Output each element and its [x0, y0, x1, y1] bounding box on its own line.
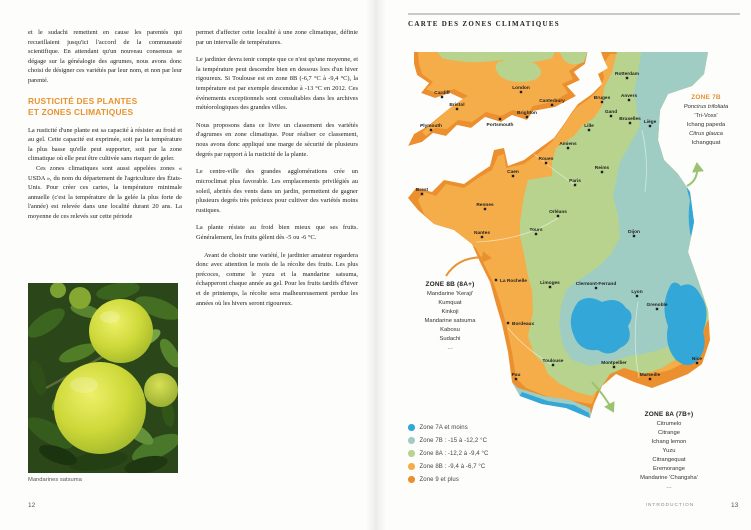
- body-paragraph: Ces zones climatiques sont aussi appelées zones « USDA », du nom du département de l'agriculture des États-Unis. Pour créer ces cartes, la température minimale annuelle (c'est la température de la gelée la plus forte de l'année) est relevée dans une localité durant 20 ans. La moyenne de ces relevés sur cette période: [28, 164, 182, 220]
- city-label: Portsmouth: [486, 123, 514, 128]
- city-label: Limoges: [540, 280, 560, 286]
- city-label: London: [512, 85, 530, 91]
- city-marker: [649, 378, 651, 380]
- city-marker: [613, 366, 615, 368]
- city-marker: [610, 115, 612, 117]
- city-label: Bordeaux: [512, 321, 535, 327]
- section-heading-line2: ET ZONES CLIMATIQUES: [28, 106, 134, 117]
- body-paragraph: Avant de choisir une variété, le jardinier amateur regardera donc avec attention le mois de la récolte des fruits. Les plus précoces, comme le yuzu et la mandarine satsuma, échapperont chaque année au gel. Pour les fruits tardifs d'hiver et de printemps, la récolte sera malheureusement perdue les années où les hivers seront rigoureux.: [196, 251, 358, 307]
- city-label: Anvers: [620, 93, 638, 99]
- city-marker: [636, 295, 638, 297]
- body-paragraph: Nous proposons dans ce livre un classement des variétés d'agrumes en zone climatique. Pour réaliser ce classement, nous avons donc appliqué une marge de sécurité de plusieurs degrés par rapport à la rusticité de la plante.: [196, 121, 358, 158]
- photo-caption: Mandarines satsuma: [28, 477, 82, 483]
- city-label: Brighton: [517, 110, 537, 116]
- section-heading-line1: RUSTICITÉ DES PLANTES: [28, 95, 138, 106]
- zone8a-title: ZONE 8A (7B+): [644, 411, 694, 418]
- city-marker: [520, 91, 522, 93]
- city-label: Nantes: [474, 230, 490, 236]
- legend-label: Zone 8B : -9,4 à -6,7 °C: [419, 463, 486, 470]
- satsuma-fruit-large: [54, 362, 146, 454]
- callout-variety-item: Citrangequat: [652, 456, 686, 463]
- city-marker: [633, 235, 635, 237]
- city-label: Plymouth: [420, 123, 442, 129]
- city-label: La Rochelle: [500, 278, 527, 284]
- small-fruit: [144, 373, 178, 407]
- header-rule: [408, 13, 740, 15]
- city-marker: [535, 233, 537, 235]
- city-marker: [696, 362, 698, 364]
- zone8a-callout: [606, 411, 732, 492]
- legend-color-dot: [408, 476, 415, 483]
- body-paragraph: et le sudachi remettent en cause les parentés qui recueillaient jusqu'ici l'accord de la communauté scientifique. En attendant qu'un nouveau consensus se dégage sur la généalogie des agrumes, nous avons donc choisi de désigner ces variétés par leur nom, et non par leur parenté.: [28, 29, 182, 85]
- city-label: Dijon: [628, 229, 640, 235]
- city-marker: [626, 77, 628, 79]
- city-marker: [567, 147, 569, 149]
- callout-variety-item: Poncirus trifoliata: [683, 104, 729, 110]
- city-label: Gand: [604, 109, 618, 115]
- page-gutter: [366, 0, 386, 530]
- zone7b-callout: [658, 94, 751, 148]
- city-marker: [456, 108, 458, 110]
- city-marker: [441, 96, 443, 98]
- city-marker: [552, 364, 554, 366]
- map-title: CARTE DES ZONES CLIMATIQUES: [408, 20, 561, 28]
- callout-variety-item: Sudachi: [439, 335, 461, 342]
- city-marker: [545, 162, 547, 164]
- city-label: Pau: [511, 372, 521, 378]
- section-heading: [28, 96, 182, 118]
- city-label: Rotterdam: [615, 71, 639, 77]
- page-number-left: 12: [28, 502, 36, 509]
- callout-variety-item: Ichangquat: [691, 139, 721, 146]
- city-label: Amiens: [559, 141, 577, 147]
- city-label: Nice: [691, 356, 703, 362]
- city-label: Bristol: [449, 102, 465, 108]
- callout-variety-item: 'Tri-Voss': [694, 112, 718, 119]
- satsuma-fruit-top: [89, 299, 153, 363]
- zone8b-callout: [398, 281, 502, 353]
- legend-color-dot: [408, 463, 415, 470]
- city-label: Lille: [584, 123, 594, 129]
- small-green-fruit: [69, 287, 91, 309]
- legend-row: [408, 473, 488, 486]
- middle-column: [196, 28, 358, 316]
- legend-label: Zone 7A et moins: [419, 424, 468, 431]
- zone7b-arrow: [687, 164, 697, 186]
- city-marker: [512, 175, 514, 177]
- body-paragraph: Le centre-ville des grandes agglomérations crée un microclimat plus favorable. Les emplacements privilégiés au soleil, abrités des vents dans un jardin, permettent de gagner plusieurs degrés très précieux pour cultiver des variétés moins rustiques.: [196, 168, 358, 214]
- city-label: Liège: [643, 119, 657, 125]
- callout-variety-item: Mandarine 'Keraji': [426, 291, 474, 297]
- callout-variety-item: Ichang papeda: [686, 121, 726, 128]
- city-marker: [595, 287, 597, 289]
- city-label: Cardiff: [434, 90, 450, 96]
- city-marker: [601, 171, 603, 173]
- city-label: Clermont-Ferrand: [575, 281, 617, 287]
- callout-variety-item: Kumquat: [438, 299, 462, 306]
- legend-row: [408, 447, 488, 460]
- city-label: Tours: [529, 227, 543, 233]
- legend-row: [408, 434, 488, 447]
- city-label: Paris: [569, 178, 581, 184]
- city-marker: [481, 236, 483, 238]
- legend-color-dot: [408, 437, 415, 444]
- city-marker: [551, 104, 553, 106]
- city-label: Toulouse: [542, 358, 564, 364]
- city-marker: [421, 193, 423, 195]
- city-marker: [574, 184, 576, 186]
- city-marker: [628, 99, 630, 101]
- body-paragraph: La plante résiste au froid bien mieux que ses fruits. Généralement, les fruits gèlent dès -5 ou -6 °C.: [196, 224, 358, 241]
- citrus-photo: [28, 283, 178, 473]
- city-marker: [507, 322, 509, 324]
- legend-row: [408, 460, 488, 473]
- callout-variety-item: Mandarine satsuma: [424, 317, 476, 324]
- city-label: Orléans: [549, 209, 567, 215]
- city-label: Rennes: [476, 202, 494, 208]
- city-label: Grenoble: [646, 302, 668, 308]
- city-label: Lyon: [631, 289, 643, 295]
- city-marker: [649, 125, 651, 127]
- callout-variety-item: Ichang lemon: [651, 438, 687, 445]
- city-marker: [526, 116, 528, 118]
- legend-color-dot: [408, 424, 415, 431]
- city-label: Montpellier: [601, 360, 627, 366]
- footer-section-label: INTRODUCTION: [645, 503, 695, 508]
- zone8b-title: ZONE 8B (8A+): [425, 281, 475, 288]
- callout-variety-item: …: [666, 483, 672, 490]
- city-marker: [557, 215, 559, 217]
- legend-color-dot: [408, 450, 415, 457]
- callout-variety-item: Mandarine 'Changsha': [640, 474, 698, 481]
- city-marker: [499, 118, 501, 120]
- callout-variety-item: Kabosu: [440, 326, 460, 333]
- city-marker: [515, 378, 517, 380]
- callout-variety-item: …: [447, 344, 453, 351]
- legend-label: Zone 7B : -15 à -12,2 °C: [419, 437, 488, 444]
- city-label: Canterbury: [539, 98, 565, 104]
- city-label: Bruges: [593, 95, 611, 101]
- city-label: Marseille: [639, 372, 661, 378]
- city-label: Brest: [415, 187, 429, 193]
- legend-row: [408, 421, 488, 434]
- callout-variety-item: Citrumelo: [656, 421, 682, 427]
- legend-label: Zone 9 et plus: [419, 476, 459, 483]
- city-label: Reims: [594, 165, 610, 171]
- city-marker: [656, 308, 658, 310]
- callout-variety-item: Eremorange: [653, 465, 685, 472]
- callout-variety-item: Citrus glauca: [689, 130, 723, 137]
- callout-variety-item: Citrange: [658, 429, 680, 436]
- page-number-right: 13: [731, 502, 739, 509]
- left-column: [28, 28, 182, 230]
- city-marker: [588, 129, 590, 131]
- map-legend: [408, 421, 488, 486]
- body-paragraph: La rusticité d'une plante est sa capacité à résister au froid et au gel. Cette capacité est exprimée, soit par la température la plus basse qu'elle peut supporter, soit par la zone climatique où elle peut être cultivée sans risquer de geler.: [28, 126, 182, 163]
- callout-variety-item: Yuzu: [662, 447, 676, 454]
- city-marker: [484, 208, 486, 210]
- city-marker: [601, 101, 603, 103]
- legend-label: Zone 8A : -12,2 à -9,4 °C: [419, 450, 489, 457]
- city-marker: [549, 286, 551, 288]
- body-paragraph: permet d'affecter cette localité à une zone climatique, définie par un intervalle de températures.: [196, 29, 358, 46]
- city-label: Rouen: [538, 156, 554, 162]
- city-label: Caen: [507, 169, 519, 175]
- city-marker: [629, 122, 631, 124]
- city-label: Bruxelles: [619, 116, 641, 122]
- city-marker: [430, 129, 432, 131]
- zone7b-title: ZONE 7B: [691, 94, 721, 101]
- callout-variety-item: Kinkoji: [441, 308, 459, 315]
- body-paragraph: Le jardinier devra tenir compte que ce n'est qu'une moyenne, et la température peut descendre bien en dessous lors d'un hiver rigoureux. Si Toulouse est en zone 8B (-6,7 °C à -9,4 °C), la température est par exemple descendue à -13 °C en 2012. Ces événements exceptionnels sont consultables dans les archives météorologiques des grandes villes.: [196, 56, 358, 112]
